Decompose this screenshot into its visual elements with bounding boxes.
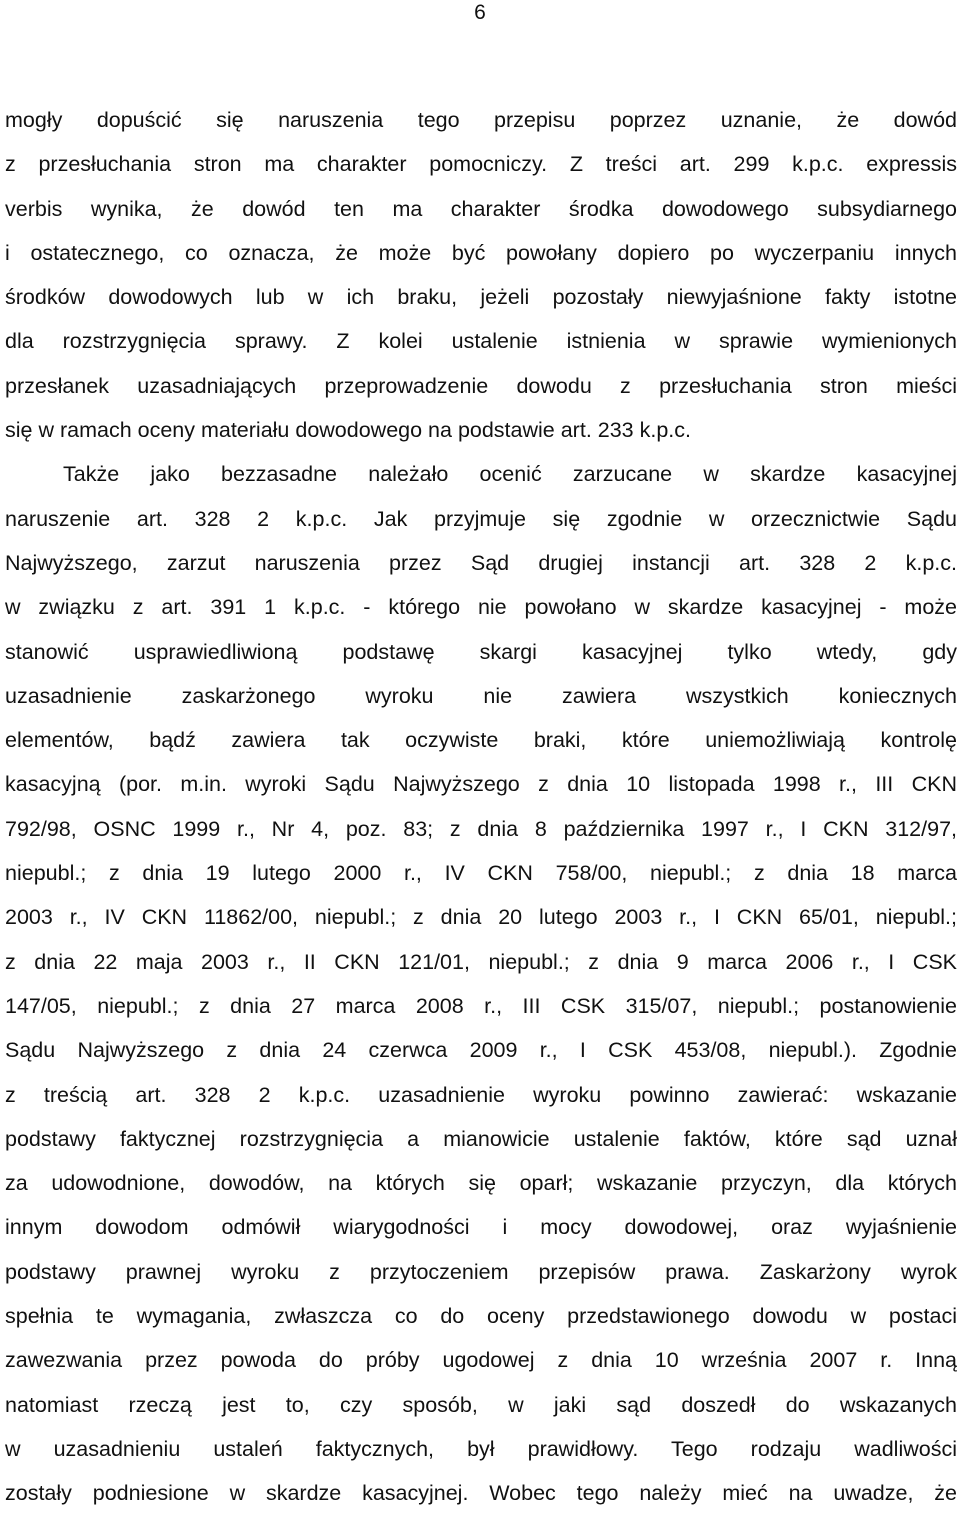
- text-line: 2003 r., IV CKN 11862/00, niepubl.; z dnia 20 lutego 2003 r., I CKN 65/01, niepubl.;: [5, 905, 957, 930]
- text-line: Także jako bezzasadne należało ocenić zarzucane w skardze kasacyjnej: [63, 462, 957, 487]
- text-line: w związku z art. 391 1 k.p.c. - którego nie powołano w skardze kasacyjnej - może: [5, 595, 957, 620]
- text-line: Sądu Najwyższego z dnia 24 czerwca 2009 r., I CSK 453/08, niepubl.). Zgodnie: [5, 1038, 957, 1063]
- text-line: dla rozstrzygnięcia sprawy. Z kolei ustalenie istnienia w sprawie wymienionych: [5, 329, 957, 354]
- text-line: środków dowodowych lub w ich braku, jeżeli pozostały niewyjaśnione fakty istotne: [5, 285, 957, 310]
- text-line: 792/98, OSNC 1999 r., Nr 4, poz. 83; z dnia 8 października 1997 r., I CKN 312/97,: [5, 816, 957, 841]
- text-line: zawezwania przez powoda do próby ugodowej z dnia 10 września 2007 r. Inną: [5, 1348, 957, 1373]
- text-line: z treścią art. 328 2 k.p.c. uzasadnienie wyroku powinno zawierać: wskazanie: [5, 1082, 957, 1107]
- text-line: w uzasadnieniu ustaleń faktycznych, był prawidłowy. Tego rodzaju wadliwości: [5, 1436, 957, 1461]
- text-line: Najwyższego, zarzut naruszenia przez Sąd drugiej instancji art. 328 2 k.p.c.: [5, 550, 957, 575]
- text-line: z dnia 22 maja 2003 r., II CKN 121/01, niepubl.; z dnia 9 marca 2006 r., I CSK: [5, 949, 957, 974]
- text-line: i ostatecznego, co oznacza, że może być powołany dopiero po wyczerpaniu innych: [5, 240, 957, 265]
- text-line: za udowodnione, dowodów, na których się oparł; wskazanie przyczyn, dla których: [5, 1171, 957, 1196]
- document-body: [5, 98, 957, 1516]
- text-line: się w ramach oceny materiału dowodowego na podstawie art. 233 k.p.c.: [5, 418, 691, 443]
- text-line: stanowić usprawiedliwioną podstawę skargi kasacyjnej tylko wtedy, gdy: [5, 639, 957, 664]
- text-line: verbis wynika, że dowód ten ma charakter środka dowodowego subsydiarnego: [5, 196, 957, 221]
- text-line: 147/05, niepubl.; z dnia 27 marca 2008 r., III CSK 315/07, niepubl.; postanowienie: [5, 993, 957, 1018]
- text-line: natomiast rzeczą jest to, czy sposób, w jaki sąd doszedł do wskazanych: [5, 1392, 957, 1417]
- text-line: elementów, bądź zawiera tak oczywiste braki, które uniemożliwiają kontrolę: [5, 728, 957, 753]
- text-line: kasacyjną (por. m.in. wyroki Sądu Najwyższego z dnia 10 listopada 1998 r., III CKN: [5, 772, 957, 797]
- text-line: innym dowodom odmówił wiarygodności i mocy dowodowej, oraz wyjaśnienie: [5, 1215, 957, 1240]
- text-line: podstawy prawnej wyroku z przytoczeniem przepisów prawa. Zaskarżony wyrok: [5, 1259, 957, 1284]
- text-line: mogły dopuścić się naruszenia tego przepisu poprzez uznanie, że dowód: [5, 108, 957, 132]
- page-number: 6: [474, 1, 486, 24]
- text-line: uzasadnienie zaskarżonego wyroku nie zawiera wszystkich koniecznych: [5, 683, 957, 708]
- text-line: spełnia te wymagania, zwłaszcza co do oceny przedstawionego dowodu w postaci: [5, 1304, 957, 1329]
- text-line: podstawy faktycznej rozstrzygnięcia a mianowicie ustalenie faktów, które sąd uznał: [5, 1126, 957, 1151]
- text-line: naruszenie art. 328 2 k.p.c. Jak przyjmuje się zgodnie w orzecznictwie Sądu: [5, 506, 957, 531]
- text-line: z przesłuchania stron ma charakter pomocniczy. Z treści art. 299 k.p.c. expressis: [5, 152, 957, 177]
- text-line: zostały podniesione w skardze kasacyjnej. Wobec tego należy mieć na uwadze, że: [5, 1481, 957, 1506]
- text-line: niepubl.; z dnia 19 lutego 2000 r., IV CKN 758/00, niepubl.; z dnia 18 marca: [5, 861, 957, 886]
- text-line: przesłanek uzasadniających przeprowadzenie dowodu z przesłuchania stron mieści: [5, 373, 957, 398]
